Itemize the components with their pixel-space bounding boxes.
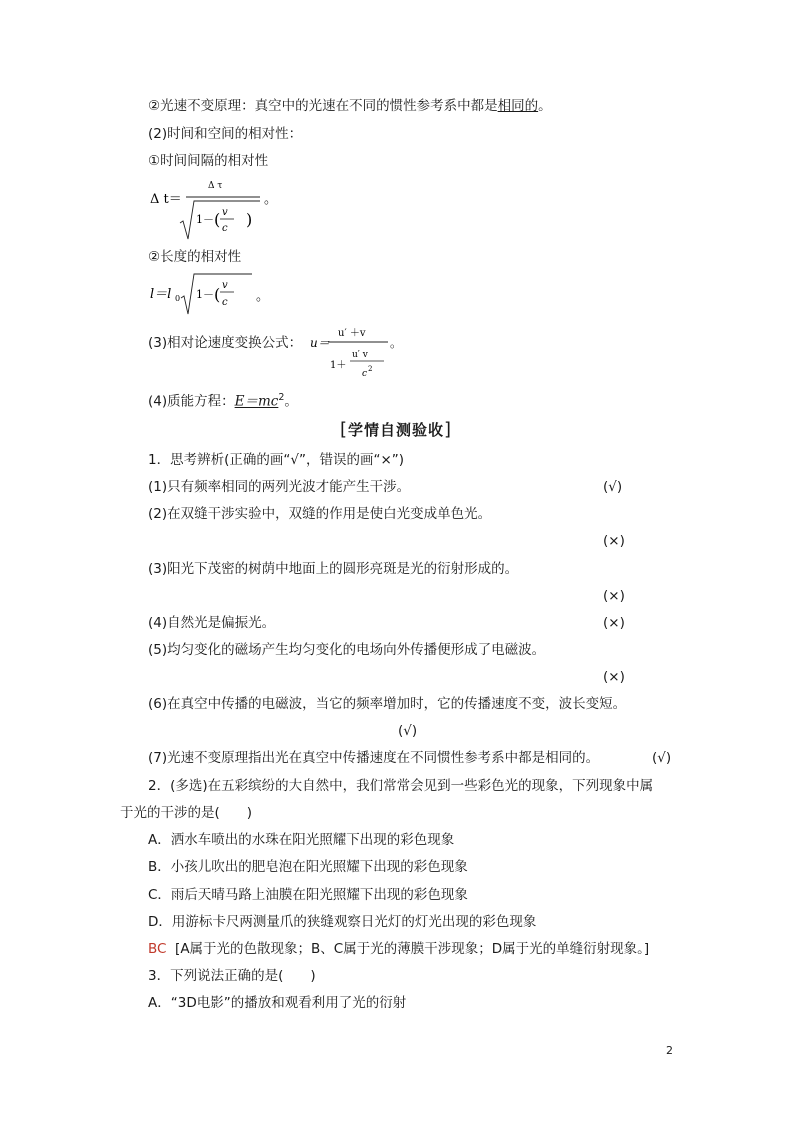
q2-answer-line <box>148 940 649 958</box>
q2-answer: BC <box>148 941 167 957</box>
principle-text: ②光速不变原理：真空中的光速在不同的惯性参考系中都是 <box>148 98 498 114</box>
time-lhs: Δ t＝ <box>150 192 182 207</box>
q1-item-2-mark: (×) <box>603 533 625 549</box>
q1-stem: 1．思考辨析(正确的画“√”，错误的画“×”) <box>148 452 405 468</box>
q1-item-4: (4)自然光是偏振光。 <box>148 615 276 631</box>
mass-energy-sup: 2 <box>278 392 285 403</box>
length-relativity-heading: ②长度的相对性 <box>148 249 242 265</box>
q1-item-3: (3)阳光下茂密的树荫中地面上的圆形亮斑是光的衍射形成的。 <box>148 561 519 577</box>
section-title <box>340 419 452 441</box>
velocity-transform-label: (3)相对论速度变换公式： <box>148 335 303 351</box>
q2-explanation: [A属于光的色散现象；B、C属于光的薄膜干涉现象；D属于光的单缝衍射现象。] <box>175 941 650 957</box>
q1-item-3-mark: (×) <box>603 588 625 604</box>
q2-option-b: B．小孩儿吹出的肥皂泡在阳光照耀下出现的彩色现象 <box>148 859 468 875</box>
length-v: v <box>222 280 228 291</box>
q3-option-a: A．“3D电影”的播放和观看利用了光的衍射 <box>148 995 407 1011</box>
svg-text:(: ( <box>214 210 221 229</box>
bracket-left: [ <box>340 419 349 440</box>
q1-item-5: (5)均匀变化的磁场产生均匀变化的电场向外传播便形成了电磁波。 <box>148 642 546 658</box>
principle-underlined: 相同的 <box>497 98 539 114</box>
svg-text:): ) <box>246 210 253 229</box>
length-c: c <box>222 297 228 308</box>
q2-option-a: A．洒水车喷出的水珠在阳光照耀下出现的彩色现象 <box>148 832 455 848</box>
section-title-text: 学情自测验收 <box>348 421 445 439</box>
time-end: 。 <box>264 192 278 207</box>
velocity-transform-formula <box>310 322 420 382</box>
time-numerator: Δ τ <box>208 181 223 191</box>
length-contraction-formula <box>148 270 278 320</box>
q1-item-7: (7)光速不变原理指出光在真空中传播速度在不同惯性参考系中都是相同的。 <box>148 750 600 766</box>
time-one-minus: 1－ <box>196 213 214 226</box>
time-c: c <box>222 223 228 234</box>
speed-num: u′ ＋v <box>338 328 366 339</box>
q3-stem: 3．下列说法正确的是( ) <box>148 968 316 984</box>
q1-item-1-mark: (√) <box>603 479 623 495</box>
svg-text:(: ( <box>214 285 221 304</box>
page-number: 2 <box>666 1044 673 1057</box>
principle-end: 。 <box>538 98 552 114</box>
length-one-minus: 1－ <box>196 288 214 301</box>
q1-item-5-mark: (×) <box>603 669 625 685</box>
q1-item-4-mark: (×) <box>603 615 625 631</box>
speed-den-pre: 1＋ <box>330 360 347 371</box>
principle-line <box>148 97 552 115</box>
q1-item-1: (1)只有频率相同的两列光波才能产生干涉。 <box>148 479 411 495</box>
time-v: v <box>222 207 228 218</box>
speed-end: 。 <box>390 336 403 350</box>
mass-energy-label: (4)质能方程： <box>148 393 235 410</box>
time-relativity-heading: ①时间间隔的相对性 <box>148 153 269 169</box>
speed-den-c: c <box>362 369 368 379</box>
q1-item-6-mark: (√) <box>398 723 418 739</box>
relativity-heading: (2)时间和空间的相对性： <box>148 126 303 142</box>
bracket-right: ] <box>444 419 453 440</box>
q2-option-c: C．雨后天晴马路上油膜在阳光照耀下出现的彩色现象 <box>148 887 468 903</box>
length-lhs: l＝l <box>150 287 172 302</box>
length-sub: 0 <box>175 294 181 303</box>
q2-stem-line-2: 于光的干涉的是( ) <box>120 805 253 821</box>
q1-item-6: (6)在真空中传播的电磁波，当它的频率增加时，它的传播速度不变，波长变短。 <box>148 696 627 712</box>
q1-item-2: (2)在双缝干涉实验中，双缝的作用是使白光变成单色光。 <box>148 506 492 522</box>
speed-den-num: u′ v <box>352 350 368 360</box>
q1-item-7-mark: (√) <box>652 750 672 766</box>
speed-den-sup: 2 <box>368 365 373 373</box>
mass-energy-line <box>148 389 298 411</box>
length-end: 。 <box>256 289 270 304</box>
q2-option-d: D．用游标卡尺两测量爪的狭缝观察日光灯的灯光出现的彩色现象 <box>148 914 537 930</box>
mass-energy-end: 。 <box>284 393 298 410</box>
speed-u: u＝ <box>310 336 330 350</box>
q2-stem-line-1: 2．(多选)在五彩缤纷的大自然中，我们常常会见到一些彩色光的现象，下列现象中属 <box>148 778 654 794</box>
mass-energy-formula: E＝mc <box>234 393 279 410</box>
time-dilation-formula <box>148 175 278 245</box>
